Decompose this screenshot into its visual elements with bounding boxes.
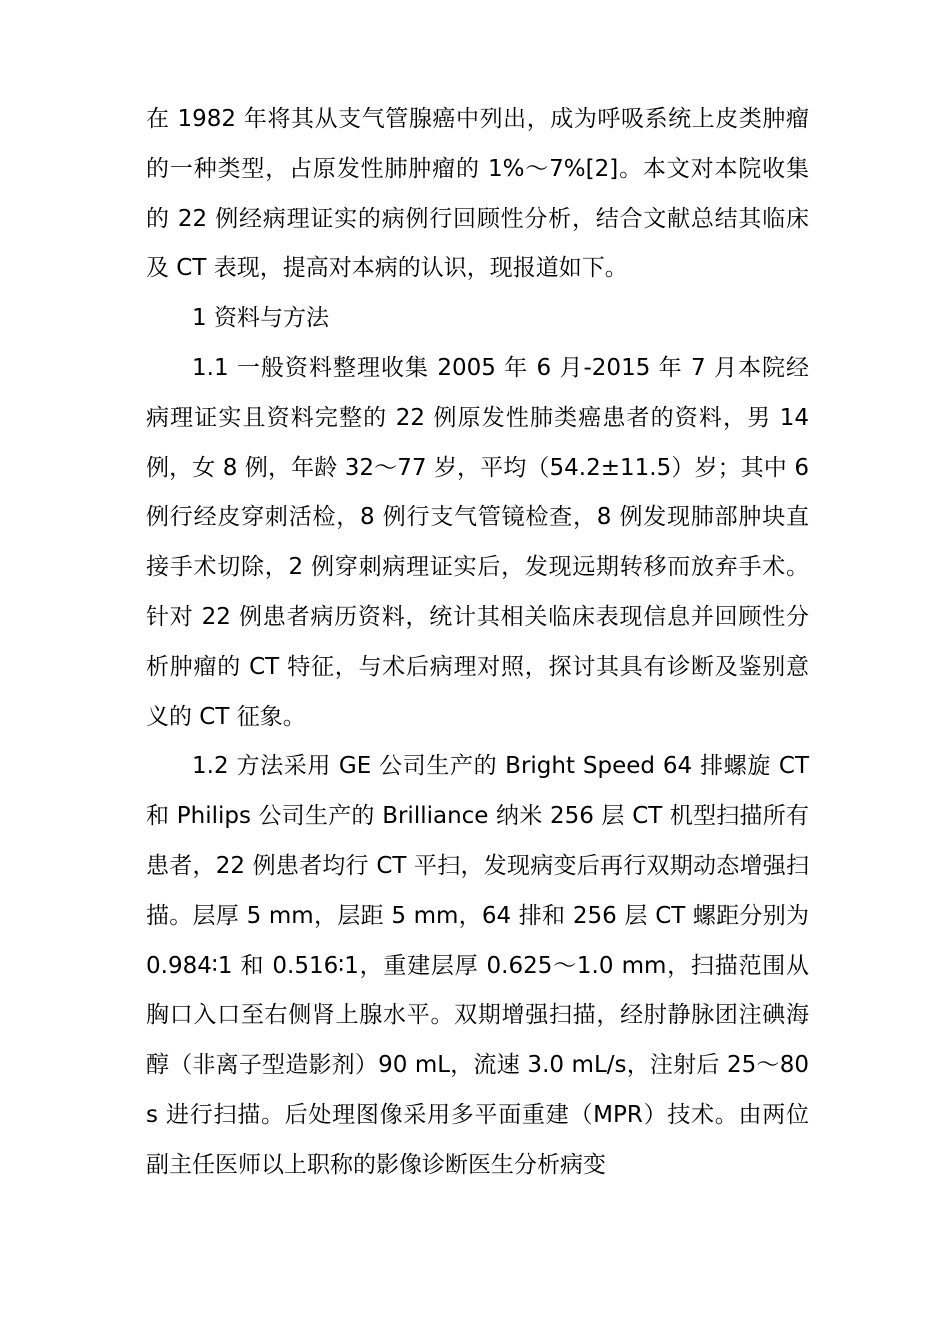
document-body [146, 95, 809, 1191]
section-heading-materials-methods: 1 资料与方法 [192, 305, 329, 332]
paragraph-methods: 1.2 方法采用 GE 公司生产的 Bright Speed 64 排螺旋 CT 和 Philips 公司生产的 Brilliance 纳米 256 层 CT 机型扫描所有患者，22 例患者均行 CT 平扫，发现病变后再行双期动态增强扫描。层厚 5 mm，层距 5 mm，64 排和 256 层 CT 螺距分别为 0.984∶1 和 0.516∶1，重建层厚 0.625～1.0 mm，扫描范围从胸口入口至右侧肾上腺水平。双期增强扫描，经肘静脉团注碘海醇（非离子型造影剂）90 mL，流速 3.0 mL/s，注射后 25～80 s 进行扫描。后处理图像采用多平面重建（MPR）技术。由两位副主任医师以上职称的影像诊断医生分析病变 [146, 753, 809, 1178]
paragraph-intro-continuation: 在 1982 年将其从支气管腺癌中列出，成为呼吸系统上皮类肿瘤的一种类型，占原发性肺肿瘤的 1%～7%[2]。本文对本院收集的 22 例经病理证实的病例行回顾性分析，结合文献总结其临床及 CT 表现，提高对本病的认识，现报道如下。 [146, 106, 809, 282]
paragraph-general-data: 1.1 一般资料整理收集 2005 年 6 月-2015 年 7 月本院经病理证实且资料完整的 22 例原发性肺类癌患者的资料，男 14 例，女 8 例，年龄 32～77 岁，平均（54.2±11.5）岁；其中 6 例行经皮穿刺活检，8 例行支气管镜检查，8 例发现肺部肿块直接手术切除，2 例穿刺病理证实后，发现远期转移而放弃手术。针对 22 例患者病历资料，统计其相关临床表现信息并回顾性分析肿瘤的 CT 特征，与术后病理对照，探讨其具有诊断及鉴别意义的 CT 征象。 [146, 354, 809, 730]
